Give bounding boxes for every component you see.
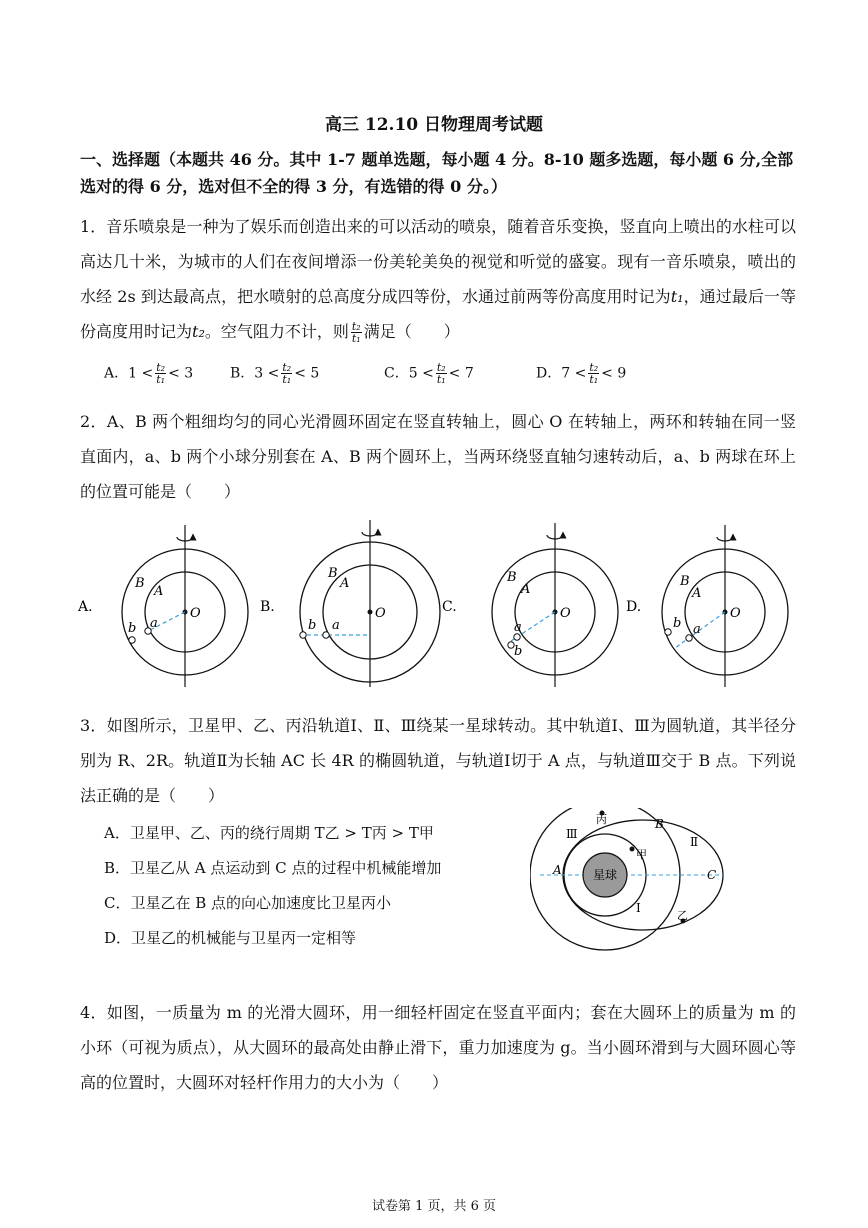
q2-diagram-d[interactable] [626,525,788,687]
q1-option-d[interactable]: D．7 < $\frac{\text{t₂}}{\text{t₁}}$ < 9 [536,361,627,386]
svg-text:b: b [673,616,682,631]
q1-option-b[interactable]: B．3 < $\frac{\text{t₂}}{\text{t₁}}$ < 5 [230,361,320,386]
svg-text:O: O [375,606,386,621]
section-heading: 一、选择题（本题共 46 分。其中 1-7 题单选题，每小题 4 分。8-10 题多选题，每小题 6 分,全部选对的得 6 分，选对但不全的得 3 分，有选错的得 0 分。） [80,150,794,196]
svg-text:A: A [340,576,350,591]
q1-ratio: $\frac{\text{t₂}}{\text{t₁}}$ [351,320,361,345]
page-footer: 试卷第 1 页，共 6 页 [371,1199,497,1214]
q1-options [104,362,664,392]
page-title: 高三 12.10 日物理周考试题 [324,115,544,135]
sat-jia-marker [630,847,635,852]
question-4: 4．如图，一质量为 m 的光滑大圆环，用一细轻杆固定在竖直平面内；套在大圆环上的质量为 m 的小环（可视为质点），从大圆环的最高处由静止滑下，重力加速度为 g。当小圆环滑到与大圆环圆心等高的位置时，大圆环对轻杆作用力的大小为（ ） [80,1003,796,1092]
svg-text:a: a [150,616,158,631]
q3-option-d[interactable]: D．卫星乙的机械能与卫星丙一定相等 [104,929,357,947]
svg-text:星球: 星球 [593,868,618,882]
q3-option-b[interactable]: B．卫星乙从 A 点运动到 C 点的过程中机械能增加 [104,859,442,877]
svg-text:b: b [308,618,317,633]
svg-text:B: B [328,566,338,581]
svg-text:B: B [655,817,664,831]
svg-text:a: a [332,618,340,633]
q2-label-b: B. [260,599,275,615]
svg-text:丙: 丙 [596,813,607,826]
svg-text:O: O [560,606,571,621]
svg-text:O: O [730,606,741,621]
q2-label-d: D. [626,599,642,615]
svg-text:A: A [154,584,164,599]
svg-text:乙: 乙 [677,909,688,922]
svg-text:O: O [190,606,201,621]
q2-label-c: C. [442,599,457,615]
q1-text2: ，通过最后一等份高度用时记为 [80,287,796,341]
svg-text:Ⅱ: Ⅱ [690,835,699,849]
svg-text:B: B [680,574,690,589]
q1-text: 1．音乐喷泉是一种为了娱乐而创造出来的可以活动的喷泉，随着音乐变换，竖直向上喷出的水柱可以高达几十米，为城市的人们在夜间增添一份美轮美奂的视觉和听觉的盛宴。现有一音乐喷泉，喷出的水经 2s 到达最高点，把水喷射的总高度分成四等份，水通过前两等份高度用时记为 [80,217,796,306]
q1-text4: 满足（ ） [363,322,460,341]
q3-option-a[interactable]: A．卫星甲、乙、丙的绕行周期 T乙 > T丙 > T甲 [104,824,434,842]
q1-option-a[interactable]: A．1 < $\frac{\text{t₂}}{\text{t₁}}$ < 3 [104,361,194,386]
q1-text3: 。空气阻力不计，则 [204,322,349,341]
question-2: 2．A、B 两个粗细均匀的同心光滑圆环固定在竖直转轴上，圆心 O 在转轴上，两环和转轴在同一竖直面内，a、b 两个小球分别套在 A、B 两个圆环上，当两环绕竖直轴匀速转动后，a、b 两球在环上的位置可能是（ ） [80,412,796,501]
q2-diagram-b[interactable] [260,520,440,687]
q2-diagrams [70,515,810,690]
svg-text:C: C [707,868,717,882]
q2-label-a: A. [78,599,93,615]
svg-text:a: a [514,620,522,635]
q1-t2: t₂ [192,322,205,341]
svg-text:A: A [521,582,531,597]
question-1 [80,209,796,349]
svg-text:Ⅲ: Ⅲ [566,827,578,841]
q3-option-c[interactable]: C．卫星乙在 B 点的向心加速度比卫星丙小 [104,894,392,912]
svg-text:B: B [135,576,145,591]
svg-text:a: a [693,622,701,637]
svg-text:Ⅰ: Ⅰ [636,901,641,915]
svg-text:A: A [692,586,702,601]
svg-text:A: A [553,863,562,877]
q2-diagram-a[interactable] [77,525,248,687]
q2-diagram-c[interactable] [442,523,618,687]
svg-text:b: b [128,621,137,636]
svg-text:b: b [514,644,523,659]
q1-t1: t₁ [670,287,684,306]
question-3: 3．如图所示，卫星甲、乙、丙沿轨道Ⅰ、Ⅱ、Ⅲ绕某一星球转动。其中轨道Ⅰ、Ⅲ为圆轨道，其半径分别为 R、2R。轨道Ⅱ为长轴 AC 长 4R 的椭圆轨道，与轨道Ⅰ切于 A 点，与轨道Ⅲ交于 B 点。下列说法正确的是（ ） [80,716,796,805]
q3-orbit-diagram [530,808,730,973]
svg-text:B: B [507,570,517,585]
svg-text:甲: 甲 [636,848,647,861]
q3-options [104,818,524,958]
q1-option-c[interactable]: C．5 < $\frac{\text{t₂}}{\text{t₁}}$ < 7 [384,361,474,386]
